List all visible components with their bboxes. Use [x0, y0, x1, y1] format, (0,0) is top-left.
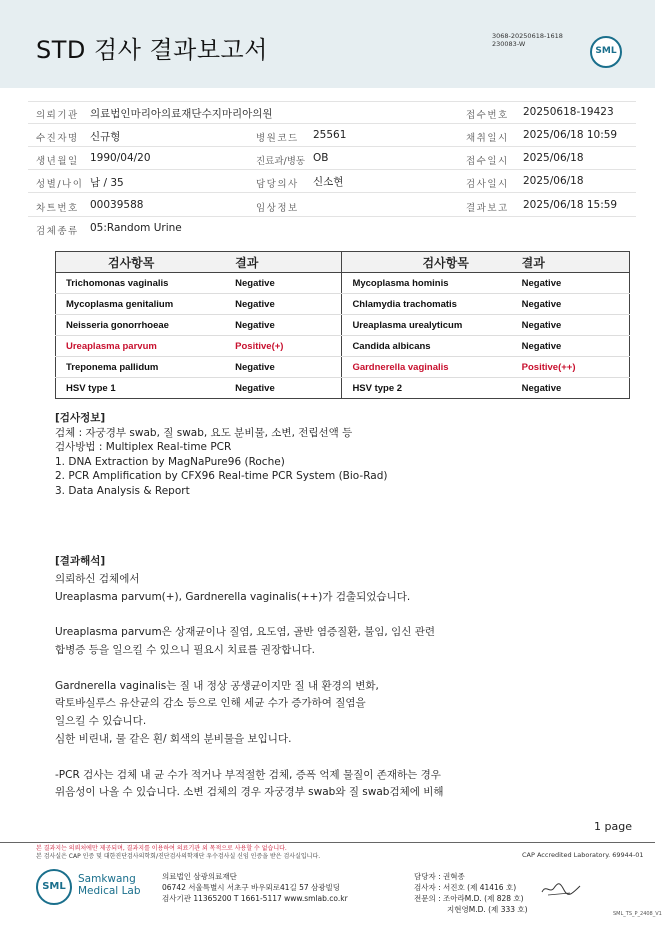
test-info-line: 2. PCR Amplification by CFX96 Real-time PCR System (Bio-Rad) — [55, 470, 388, 482]
address-line: 06742 서울특별시 서초구 바우뫼로41길 57 삼광빌딩 — [162, 883, 341, 892]
barcode-code-2: 230083-W — [492, 40, 526, 48]
table-row — [56, 294, 630, 315]
receipt-no-value: 20250618-19423 — [523, 106, 614, 118]
barcode-text — [492, 32, 563, 48]
test-name: HSV type 2 — [342, 378, 512, 399]
test-name: Ureaplasma urealyticum — [342, 315, 512, 336]
test-info-title: [검사정보] — [55, 412, 106, 424]
info-divider — [28, 101, 636, 102]
signature-icon — [540, 880, 582, 898]
report-header — [0, 0, 655, 88]
patient-value: 신규형 — [90, 131, 121, 143]
test-result-positive: Positive(+) — [225, 336, 342, 357]
test-info-section — [55, 411, 387, 498]
lab-name — [78, 873, 141, 897]
receipt-no-label: 접수번호 — [466, 110, 509, 121]
interpretation-line: -PCR 검사는 검체 내 균 수가 적거나 부적절한 검체, 증폭 억제 물질이 존재하는 경우 — [55, 768, 441, 781]
tested-value: 2025/06/18 — [523, 175, 584, 187]
col-item-header: 검사항목 — [56, 252, 226, 273]
interpretation-line: Ureaplasma parvum은 상재균이나 질염, 요도염, 골반 염증질환, 불임, 임신 관련 — [55, 626, 436, 639]
collect-label: 채취일시 — [466, 133, 509, 144]
test-result: Negative — [225, 273, 342, 294]
test-result: Negative — [225, 357, 342, 378]
table-row — [56, 357, 630, 378]
col-result-header: 결과 — [512, 252, 630, 273]
table-row — [56, 378, 630, 399]
birth-value: 1990/04/20 — [90, 152, 151, 164]
info-divider — [28, 216, 636, 217]
doctor-label: 담당의사 — [256, 179, 299, 190]
dept-label: 진료과/병동 — [256, 156, 306, 167]
test-info-line: 검사방법 : Multiplex Real-time PCR — [55, 441, 232, 453]
table-row — [56, 336, 630, 357]
test-result-positive: Positive(++) — [512, 357, 630, 378]
interpretation-line: 심한 비린내, 물 같은 흰/ 회색의 분비물을 보입니다. — [55, 732, 292, 745]
info-divider — [28, 169, 636, 170]
specimen-label: 검체종류 — [36, 226, 79, 237]
report-label: 결과보고 — [466, 203, 509, 214]
patient-label: 수진자명 — [36, 133, 79, 144]
lab-name-line-2: Medical Lab — [78, 885, 141, 897]
test-name: Neisseria gonorrhoeae — [56, 315, 226, 336]
info-divider — [28, 146, 636, 147]
test-name: Chlamydia trachomatis — [342, 294, 512, 315]
address-line: 검사기관 11365200 T 1661-5117 www.smlab.co.kr — [162, 894, 348, 903]
dept-value: OB — [313, 152, 329, 164]
test-result: Negative — [512, 336, 630, 357]
staff-line: 검사자 : 서진호 (제 41416 호) — [414, 883, 517, 892]
test-result: Negative — [225, 315, 342, 336]
test-name-positive: Gardnerella vaginalis — [342, 357, 512, 378]
test-info-line: 3. Data Analysis & Report — [55, 484, 190, 497]
birth-label: 생년월일 — [36, 156, 79, 167]
info-divider — [28, 192, 636, 193]
chart-label: 차트번호 — [36, 203, 79, 214]
test-result: Negative — [225, 294, 342, 315]
table-row — [56, 273, 630, 294]
test-info-line: 1. DNA Extraction by MagNaPure96 (Roche) — [55, 455, 285, 468]
test-result: Negative — [512, 273, 630, 294]
report-title: STD 검사 결과보고서 — [36, 36, 268, 64]
interpretation-line — [55, 660, 444, 678]
received-label: 접수일시 — [466, 156, 509, 167]
hospital-code-label: 병원코드 — [256, 133, 299, 144]
report-value: 2025/06/18 15:59 — [523, 199, 618, 211]
test-result: Negative — [512, 378, 630, 399]
interpretation-line: Ureaplasma parvum(+), Gardnerella vaginalis(++)가 검출되었습니다. — [55, 590, 411, 603]
interpretation-line: 합병증 등을 일으킬 수 있으니 필요시 치료를 권장합니다. — [55, 643, 315, 656]
interpretation-line: 일으킬 수 있습니다. — [55, 715, 147, 728]
test-name: HSV type 1 — [56, 378, 226, 399]
logo-text: SML — [595, 46, 617, 56]
test-result: Negative — [512, 315, 630, 336]
doctor-value: 신소현 — [313, 176, 344, 188]
logo-text: SML — [42, 881, 66, 892]
tested-label: 검사일시 — [466, 179, 509, 190]
interpretation-title: [결과해석] — [55, 555, 106, 567]
staff-line: 담당자 : 권혁종 — [414, 872, 465, 881]
interpretation-line: 의뢰하신 검체에서 — [55, 572, 140, 585]
footer-accreditation-note: 본 검사실은 CAP 인증 및 대한진단검사의학회/진단검사의학재단 우수검사실 신임 인증을 받은 검사실입니다. — [36, 853, 321, 860]
address-line: 의료법인 삼광의료재단 — [162, 872, 237, 881]
lab-staff — [414, 871, 528, 915]
lab-name-line-1: Samkwang — [78, 873, 136, 885]
test-name: Mycoplasma hominis — [342, 273, 512, 294]
test-name: Mycoplasma genitalium — [56, 294, 226, 315]
form-code: SML_TS_P_2408_V1 — [613, 911, 662, 917]
collect-value: 2025/06/18 10:59 — [523, 129, 618, 141]
page-number: 1 page — [594, 820, 632, 833]
clinical-label: 임상정보 — [256, 203, 299, 214]
interpretation-section — [55, 553, 444, 802]
lab-address — [162, 871, 348, 904]
info-divider — [28, 123, 636, 124]
results-header-row — [56, 252, 630, 273]
sex-age-label: 성별/나이 — [36, 179, 84, 190]
chart-value: 00039588 — [90, 199, 144, 211]
institution-value: 의료법인마리아의료재단수지마리아의원 — [90, 108, 273, 120]
interpretation-line: 위음성이 나올 수 있습니다. 소변 검체의 경우 자궁경부 swab와 질 swab검체에 비해 — [55, 786, 444, 799]
footer-warning: 본 결과지는 의뢰처에만 제공되며, 결과지를 이용하여 의료기관 외 목적으로 사용할 수 없습니다. — [36, 845, 287, 852]
sml-logo-icon — [590, 36, 622, 68]
institution-label: 의뢰기관 — [36, 110, 79, 121]
sex-age-value: 남 / 35 — [90, 177, 124, 189]
interpretation-line — [55, 606, 444, 624]
test-name: Treponema pallidum — [56, 357, 226, 378]
test-name: Candida albicans — [342, 336, 512, 357]
test-name: Trichomonas vaginalis — [56, 273, 226, 294]
sml-logo-icon — [36, 869, 72, 905]
interpretation-line — [55, 749, 444, 767]
hospital-code-value: 25561 — [313, 129, 347, 141]
table-row — [56, 315, 630, 336]
interpretation-line: 락토바실루스 유산균의 감소 등으로 인해 세균 수가 증가하여 질염을 — [55, 697, 366, 710]
staff-line: 지현영M.D. (제 333 호) — [447, 905, 528, 914]
cap-accreditation: CAP Accredited Laboratory. 69944-01 — [522, 851, 644, 859]
specimen-value: 05:Random Urine — [90, 222, 182, 234]
received-value: 2025/06/18 — [523, 152, 584, 164]
barcode-code-1: 3068-20250618-1618 — [492, 32, 563, 40]
interpretation-line: Gardnerella vaginalis는 질 내 정상 공생균이지만 질 내 환경의 변화, — [55, 679, 379, 692]
test-info-line: 검체 : 자궁경부 swab, 질 swab, 요도 분비물, 소변, 전립선액 등 — [55, 426, 353, 439]
test-result: Negative — [225, 378, 342, 399]
test-result: Negative — [512, 294, 630, 315]
staff-line: 전문의 : 조아라M.D. (제 828 호) — [414, 894, 524, 903]
col-result-header: 결과 — [225, 252, 342, 273]
col-item-header: 검사항목 — [342, 252, 512, 273]
test-name-positive: Ureaplasma parvum — [56, 336, 226, 357]
results-table — [55, 251, 630, 399]
